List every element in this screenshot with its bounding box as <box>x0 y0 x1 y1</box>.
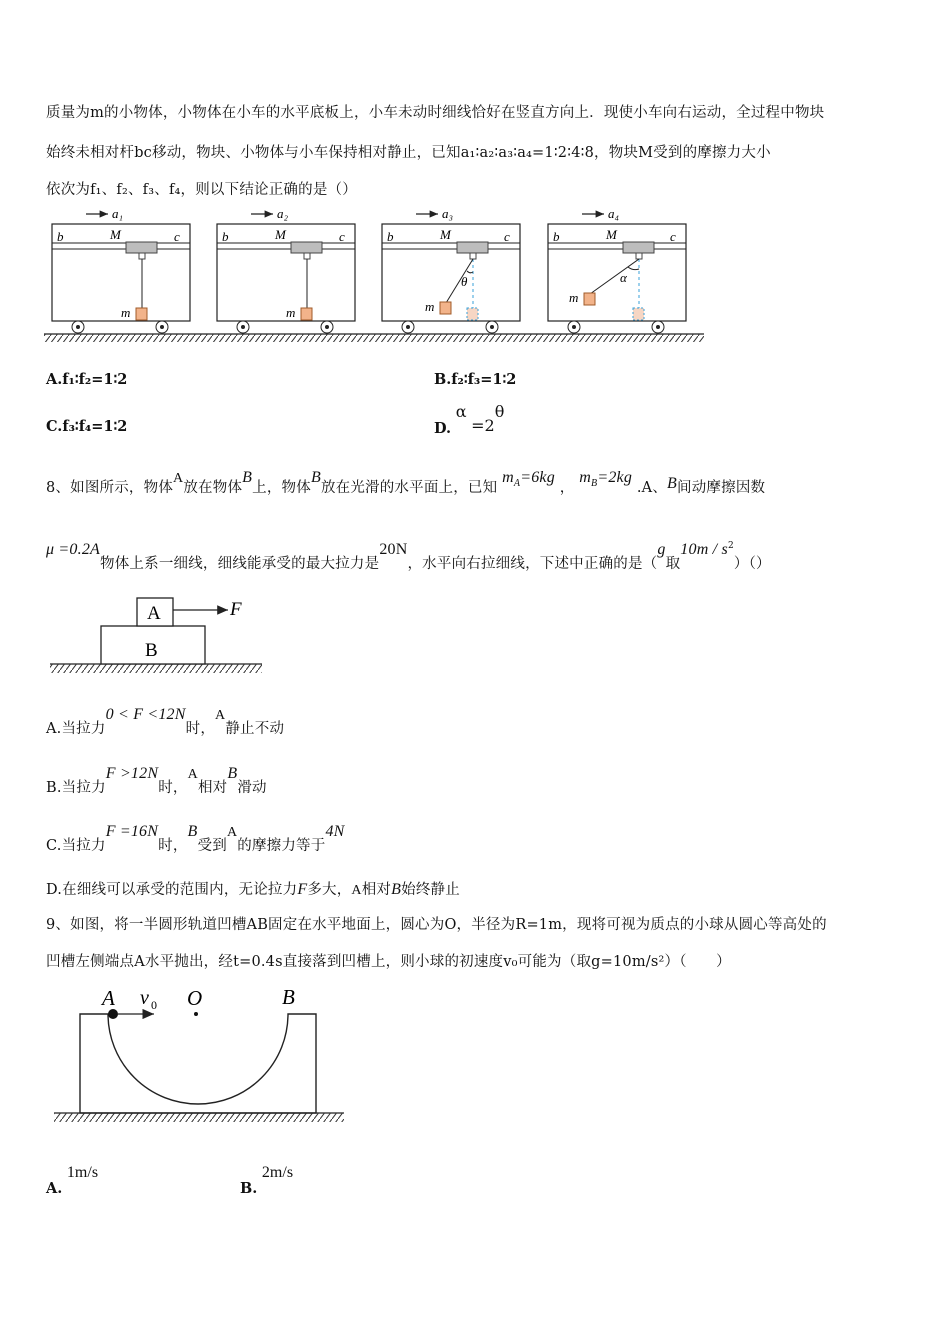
label-b: b <box>553 229 560 244</box>
label-m: m <box>425 299 435 314</box>
block-B-label: B <box>145 640 158 661</box>
q8-opt-text: A.当拉力 <box>46 721 106 737</box>
q7-option-d[interactable] <box>434 402 505 437</box>
q8-opt-text: 相对 <box>197 780 228 796</box>
q8-g-sup: 2 <box>727 541 734 552</box>
q7-stem-line1: 质量为m的小物体，小物体在小车的水平底板上，小车未动时细线恰好在竖直方向上．现使小车向右运动，全过程中物块 <box>46 105 825 121</box>
q8-stem-line1 <box>46 466 766 496</box>
label-c: c <box>670 229 676 244</box>
accel-a3: a₃ <box>442 206 454 221</box>
cart-3 <box>382 206 520 333</box>
q7-option-d-alpha: α <box>455 402 467 421</box>
q8-mass-b-value: =2kg <box>597 469 633 486</box>
q8-var-A: A <box>351 883 362 898</box>
q8-fmax: 20N <box>379 541 408 558</box>
q9-option-b-value: 2m/s <box>261 1164 294 1181</box>
q8-opt-text: B.当拉力 <box>46 780 106 796</box>
q8-opt-value: 4N <box>325 823 345 840</box>
label-c: c <box>174 229 180 244</box>
q8-text: 放在物体 <box>183 480 243 496</box>
q9-option-b-label: B. <box>240 1180 258 1197</box>
cart-1 <box>52 206 190 333</box>
q8-mass-a: m <box>502 469 514 486</box>
q8-opt-math: 0 < F <12N <box>105 706 186 723</box>
q7-option-d-theta: θ <box>494 402 505 421</box>
q8-text: 取 <box>665 556 681 572</box>
q8-g-value: 10m / s <box>680 541 728 558</box>
q8-opt-text: 始终静止 <box>401 882 460 898</box>
q8-option-a[interactable] <box>46 703 285 737</box>
q8-option-c[interactable] <box>46 820 345 854</box>
q9-option-a-value: 1m/s <box>66 1164 99 1181</box>
q8-text: 物体上系一细线，细线能承受的最大拉力是 <box>100 556 380 572</box>
q8-text: ，水平向右拉细线，下述中正确的是（ <box>407 556 658 572</box>
q8-text: 上，物体 <box>252 480 311 496</box>
label-c: c <box>339 229 345 244</box>
label-M: M <box>275 227 286 242</box>
label-c: c <box>504 229 510 244</box>
q8-var-B: B <box>667 475 678 492</box>
q8-mass-a-sub: A <box>513 477 521 489</box>
cart-2 <box>217 206 355 333</box>
q8-opt-text: 受到 <box>197 838 227 854</box>
label-M: M <box>440 227 451 242</box>
q8-stem-line2 <box>46 538 771 572</box>
q8-opt-text: C.当拉力 <box>46 838 106 854</box>
block-A-label: A <box>147 603 161 624</box>
q8-opt-text: 滑动 <box>237 780 267 796</box>
label-b: b <box>387 229 394 244</box>
label-b: b <box>57 229 64 244</box>
label-m: m <box>569 290 579 305</box>
q8-opt-text: 多大， <box>307 882 352 898</box>
label-b: b <box>222 229 229 244</box>
q8-opt-text: 时， <box>158 780 188 796</box>
point-B-label: B <box>282 985 295 1009</box>
q8-option-b[interactable] <box>46 762 267 796</box>
label-M: M <box>606 227 617 242</box>
q8-mass-b: m <box>579 469 592 486</box>
accel-a2: a₂ <box>277 206 289 221</box>
q8-var-A: A <box>187 767 198 782</box>
label-m: m <box>121 305 131 320</box>
q8-text: 间动摩擦因数 <box>677 480 766 496</box>
q8-block-figure <box>48 590 268 680</box>
q9-stem-line2: 凹槽左侧端点A水平抛出，经t=0.4s直接落到凹槽上，则小球的初速度v₀可能为（取g=10m/s²）（ ） <box>46 954 731 970</box>
q8-opt-text: 静止不动 <box>225 721 285 737</box>
q8-var-A: A <box>173 471 184 486</box>
cart-4 <box>548 206 686 333</box>
q8-mass-a-value: =6kg <box>520 469 555 486</box>
q8-text: .A <box>636 480 653 496</box>
q7-stem-line2: 始终未相对杆bc移动，物块、小物体与小车保持相对静止，已知a₁∶a₂∶a₃∶a₄=1∶2∶4∶8，物块M受到的摩擦力大小 <box>46 145 771 161</box>
q8-var-A: A <box>215 708 226 723</box>
q8-text: 8、如图所示，物体 <box>46 480 174 496</box>
accel-a1: a₁ <box>112 206 124 221</box>
label-m: m <box>286 305 296 320</box>
q9-option-a-label: A. <box>46 1180 63 1197</box>
q8-mu: μ =0.2A <box>46 541 101 558</box>
q7-option-d-label: D. <box>434 420 452 437</box>
q8-g: g <box>657 541 666 558</box>
q7-option-b[interactable]: B.f₂∶f₃=1∶2 <box>434 371 517 388</box>
q8-var-B: B <box>310 469 321 486</box>
q8-option-d[interactable] <box>46 878 460 899</box>
q8-mass-b-sub: B <box>591 477 598 489</box>
q7-stem-line3: 依次为f₁、f₂、f₃、f₄，则以下结论正确的是（） <box>46 182 357 198</box>
q9-stem-line1: 9、如图，将一半圆形轨道凹槽AB固定在水平地面上，圆心为O，半径为R=1m，现将可视为质点的小球从圆心等高处的 <box>46 917 827 933</box>
label-M: M <box>110 227 121 242</box>
q8-var-A: A <box>226 825 238 840</box>
q8-opt-math: F >12N <box>105 765 159 782</box>
label-theta: θ <box>461 274 468 289</box>
velocity-sub-label: 0 <box>151 998 157 1012</box>
q8-var-B: B <box>187 823 198 840</box>
q7-cart-figure <box>44 200 709 350</box>
q8-var-B: B <box>242 469 253 486</box>
point-A-label: A <box>102 986 115 1010</box>
q8-var-F: F <box>297 881 308 898</box>
q8-opt-text: 时， <box>158 838 188 854</box>
center-O-label: O <box>187 986 203 1010</box>
q8-opt-text: 相对 <box>361 882 392 898</box>
q9-option-a[interactable] <box>46 1164 99 1197</box>
q8-opt-text: 的摩擦力等于 <box>237 838 326 854</box>
q8-text: 放在光滑的水平面上，已知 <box>320 480 498 496</box>
force-F-label: F <box>230 599 242 620</box>
q8-opt-text: 时， <box>185 721 216 737</box>
q9-groove-figure <box>50 983 350 1128</box>
q8-text: ）（） <box>733 556 771 572</box>
label-alpha: α <box>620 270 627 285</box>
q8-text: ， <box>559 480 575 496</box>
q8-var-B: B <box>391 881 402 898</box>
velocity-v-label: v <box>140 987 149 1009</box>
q8-opt-text: D.在细线可以承受的范围内，无论拉力 <box>46 882 298 898</box>
q9-option-b[interactable] <box>240 1164 294 1197</box>
q7-option-a[interactable]: A.f₁∶f₂=1∶2 <box>46 371 128 388</box>
q7-option-c[interactable]: C.f₃∶f₄=1∶2 <box>46 418 128 435</box>
q7-option-d-eq: =2 <box>471 416 495 435</box>
q8-var-B: B <box>227 765 238 782</box>
q8-text: 、 <box>652 480 668 496</box>
q8-opt-math: F =16N <box>105 823 159 840</box>
accel-a4: a₄ <box>608 206 620 221</box>
